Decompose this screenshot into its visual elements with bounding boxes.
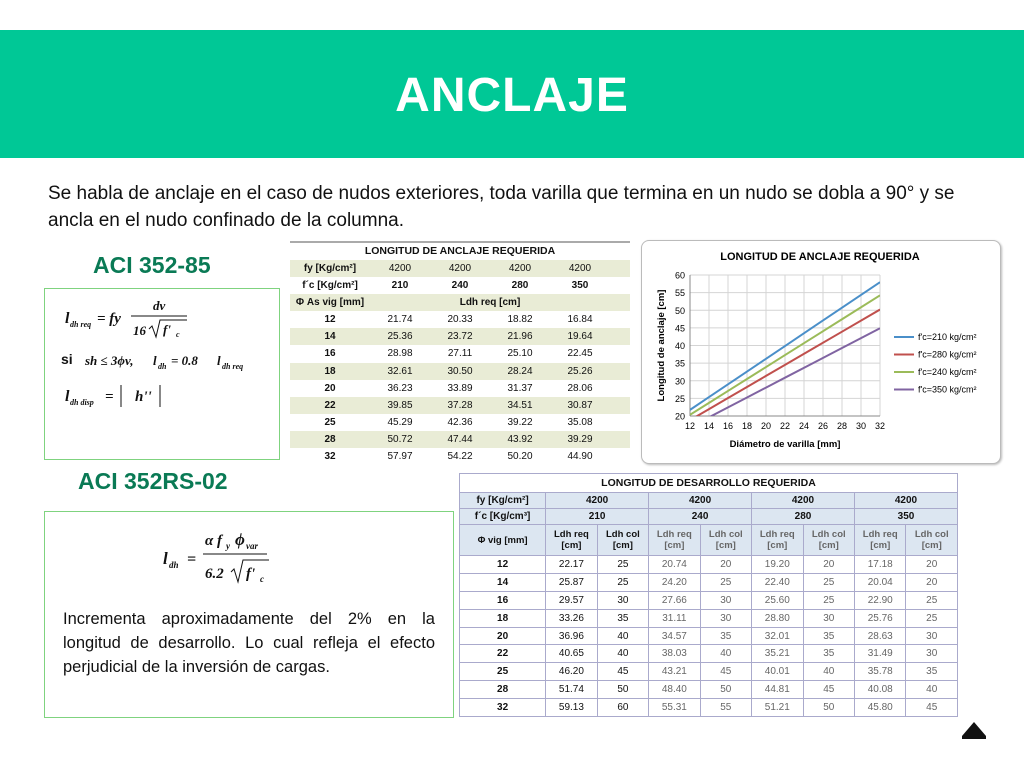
y-tick-label: 20 [674, 411, 685, 422]
fy-label: fy [Kg/cm²] [460, 493, 546, 509]
table-cell: 40 [906, 681, 958, 699]
table-cell: 35 [906, 663, 958, 681]
x-tick-label: 18 [741, 421, 753, 431]
table2-row [460, 681, 958, 699]
svg-text:dh req: dh req [70, 320, 92, 329]
table-cell: 350 [571, 280, 589, 292]
table-cell: 4200 [388, 263, 412, 274]
table-cell: 25.10 [507, 348, 533, 360]
svg-text:= fy: = fy [97, 311, 121, 327]
legend-label: f'c=350 kg/cm² [918, 384, 977, 395]
table-cell: 46.20 [546, 663, 598, 681]
table-cell: 39.85 [387, 399, 413, 411]
table-cell: 20 [803, 556, 854, 574]
table-cell: 21.74 [387, 314, 413, 326]
table-cell: 27.66 [649, 591, 701, 609]
x-tick-label: 12 [684, 421, 696, 431]
y-tick-label: 40 [674, 341, 685, 351]
table-cell: 42.36 [447, 416, 473, 428]
row-label: 22 [324, 399, 336, 411]
table-cell: 43.21 [649, 663, 701, 681]
table-cell: 30 [700, 609, 751, 627]
table-cell: 35 [597, 609, 648, 627]
table-cell: 22.45 [567, 348, 593, 360]
table1-row [290, 328, 630, 345]
fy-value: 4200 [649, 493, 752, 509]
table-cell: Ldh req [cm] [459, 297, 521, 309]
table-cell: 25.60 [752, 591, 804, 609]
svg-text:l: l [217, 353, 221, 368]
row-label: 28 [460, 681, 546, 699]
table-cell: 38.03 [649, 645, 701, 663]
table-cell: 31.37 [507, 382, 533, 394]
table-cell: 20 [906, 556, 958, 574]
table-cell: 22.40 [752, 573, 804, 591]
table-cell: 35.08 [567, 416, 593, 428]
table-cell: 28.80 [752, 609, 804, 627]
table-cell: 28.98 [387, 348, 413, 360]
x-tick-label: 32 [874, 421, 886, 431]
scroll-top-bar-icon[interactable] [962, 736, 986, 739]
x-tick-label: 20 [760, 421, 772, 431]
row-label: f´c [Kg/cm²] [302, 280, 358, 292]
svg-text:6.2: 6.2 [205, 566, 224, 582]
table-cell: 25 [803, 573, 854, 591]
table2-row [460, 627, 958, 645]
svg-text:l: l [153, 353, 157, 368]
svg-text:l: l [65, 388, 70, 405]
table-cell: 40 [597, 645, 648, 663]
x-tick-label: 16 [722, 421, 734, 431]
svg-text:l: l [65, 310, 70, 327]
table-cell: 21.96 [507, 331, 533, 343]
table-cell: 40 [700, 645, 751, 663]
table-cell: 33.89 [447, 382, 473, 394]
table2-row [460, 663, 958, 681]
table-cell: 35.21 [752, 645, 804, 663]
table1-row [290, 448, 630, 465]
chart-svg [642, 241, 1000, 463]
x-axis-label: Diámetro de varilla [mm] [729, 439, 841, 450]
legend-label: f'c=280 kg/cm² [918, 349, 977, 360]
table1-row [290, 345, 630, 362]
table-cell: 30 [906, 627, 958, 645]
aci-352-85-heading: ACI 352-85 [93, 252, 211, 278]
table2-row [460, 573, 958, 591]
ldh-formula [45, 512, 453, 602]
row-label: 20 [324, 382, 336, 394]
table-cell: 51.21 [752, 699, 804, 717]
table-cell: 36.96 [546, 627, 598, 645]
table-cell: 51.74 [546, 681, 598, 699]
table-cell: 27.11 [447, 348, 473, 360]
x-tick-label: 26 [817, 421, 829, 431]
table-cell: 35 [803, 627, 854, 645]
sub-header: Ldh req [cm] [649, 525, 701, 556]
table1-row [290, 294, 630, 311]
svg-text:y: y [226, 541, 230, 551]
table-cell: 20.04 [854, 573, 906, 591]
table-cell: 280 [511, 280, 529, 292]
x-tick-label: 14 [703, 421, 715, 431]
table-cell: 45 [906, 699, 958, 717]
table-cell: 35 [803, 645, 854, 663]
fc-value: 240 [649, 509, 752, 525]
table-cell: 30 [906, 645, 958, 663]
table-cell: 35 [700, 627, 751, 645]
table-cell: 50 [803, 699, 854, 717]
table-cell: 39.22 [507, 416, 533, 428]
sub-header: Ldh req [cm] [854, 525, 906, 556]
x-tick-label: 30 [855, 421, 867, 431]
row-label: 25 [460, 663, 546, 681]
svg-text:h'': h'' [135, 389, 152, 405]
table1-row [290, 414, 630, 431]
svg-text:=: = [105, 389, 114, 405]
table1-row [290, 397, 630, 414]
row-label: 14 [324, 331, 336, 343]
fc-value: 210 [546, 509, 649, 525]
table-cell: 55.31 [649, 699, 701, 717]
fy-value: 4200 [854, 493, 957, 509]
table-cell: 20.74 [649, 556, 701, 574]
scroll-top-arrow-icon[interactable] [962, 722, 986, 736]
table-cell: 24.20 [649, 573, 701, 591]
table-cell: 33.26 [546, 609, 598, 627]
y-tick-label: 25 [674, 393, 685, 404]
table-cell: 40 [597, 627, 648, 645]
table-cell: 37.28 [447, 399, 473, 411]
sub-header: Ldh col [cm] [906, 525, 958, 556]
table-cell: 40.65 [546, 645, 598, 663]
table1-row [290, 260, 630, 277]
table1-caption: LONGITUD DE ANCLAJE REQUERIDA [290, 241, 630, 260]
table-cell: 30.87 [567, 399, 593, 411]
anchorage-length-table [290, 241, 630, 465]
table-cell: 40.08 [854, 681, 906, 699]
legend-label: f'c=210 kg/cm² [918, 332, 977, 342]
svg-text:dh: dh [169, 560, 179, 570]
table1-row [290, 380, 630, 397]
row-label: 20 [460, 627, 546, 645]
table2-row [460, 591, 958, 609]
table-cell: 25 [906, 609, 958, 627]
y-tick-label: 35 [674, 358, 685, 369]
table1-row [290, 311, 630, 328]
svg-text:var: var [246, 541, 258, 551]
sub-header: Ldh col [cm] [597, 525, 648, 556]
intro-text: Se habla de anclaje en el caso de nudos exteriores, toda varilla que termina en un nudo se dobla a 90° y se ancla en el nudo confinado de la columna. [48, 183, 955, 231]
table-cell: 25.36 [387, 331, 413, 343]
table-cell: 45 [803, 681, 854, 699]
formula-box-aci-352rs-02 [44, 511, 454, 718]
table-cell: 50.72 [387, 433, 413, 445]
row-label: 14 [460, 573, 546, 591]
table-cell: 22.90 [854, 591, 906, 609]
y-axis-label: Longitud de anclaje [cm] [656, 289, 667, 402]
row-label: 22 [460, 645, 546, 663]
table-cell: 57.97 [387, 451, 413, 463]
table-cell: 20.33 [447, 314, 473, 326]
table-cell: 32.01 [752, 627, 804, 645]
table1-row [290, 431, 630, 448]
table-cell: 32.61 [387, 365, 413, 377]
phi-label: Φ vig [mm] [460, 525, 546, 556]
table-cell: 29.57 [546, 591, 598, 609]
table-cell: 43.92 [507, 433, 533, 445]
table-cell: 59.13 [546, 699, 598, 717]
table-cell: 45.29 [387, 416, 413, 428]
table-cell: 44.90 [567, 451, 593, 463]
anchorage-length-chart [641, 240, 1001, 464]
row-label: 16 [324, 348, 336, 360]
svg-text:dh: dh [158, 362, 167, 371]
table-cell: 45.80 [854, 699, 906, 717]
table2-row [460, 699, 958, 717]
table-cell: 17.18 [854, 556, 906, 574]
table-cell: 25 [597, 573, 648, 591]
svg-text:dh disp: dh disp [70, 398, 94, 407]
table-cell: 39.29 [567, 433, 593, 445]
table-cell: 19.64 [567, 331, 593, 343]
x-tick-label: 24 [798, 421, 810, 431]
svg-text:sh ≤ 3ϕv,: sh ≤ 3ϕv, [85, 353, 134, 368]
table-cell: 25.76 [854, 609, 906, 627]
table-cell: 4200 [568, 263, 592, 274]
svg-text:c: c [176, 330, 180, 339]
table-cell: 25.87 [546, 573, 598, 591]
table-cell: 34.57 [649, 627, 701, 645]
table-cell: 30.50 [447, 365, 473, 377]
fc-value: 350 [854, 509, 957, 525]
table-cell: 28.63 [854, 627, 906, 645]
table-cell: 30 [597, 591, 648, 609]
table-cell: 48.40 [649, 681, 701, 699]
y-tick-label: 60 [674, 270, 685, 281]
table1-row [290, 277, 630, 294]
table-cell: 4200 [448, 263, 472, 274]
table-cell: 31.11 [649, 609, 701, 627]
table-cell: 40.01 [752, 663, 804, 681]
table2-caption: LONGITUD DE DESARROLLO REQUERIDA [460, 474, 958, 493]
fc-value: 280 [752, 509, 855, 525]
table-cell: 55 [700, 699, 751, 717]
legend-label: f'c=240 kg/cm² [918, 367, 977, 377]
table-cell: 40 [803, 663, 854, 681]
y-tick-label: 30 [674, 376, 685, 387]
table-cell: 20 [700, 556, 751, 574]
table2-row [460, 609, 958, 627]
svg-text:= 0.8: = 0.8 [171, 353, 198, 368]
svg-text:f': f' [246, 566, 256, 582]
row-label: fy [Kg/cm²] [303, 263, 357, 274]
table-cell: 25 [803, 591, 854, 609]
svg-text:f': f' [163, 322, 171, 337]
svg-text:dv: dv [153, 298, 166, 313]
table-cell: 60 [597, 699, 648, 717]
table-cell: 25.26 [567, 365, 593, 377]
table-cell: 16.84 [567, 314, 593, 326]
row-label: 32 [324, 451, 336, 463]
row-label: 18 [460, 609, 546, 627]
table-cell: 4200 [508, 263, 532, 274]
table-cell: 45 [597, 663, 648, 681]
row-label: 12 [324, 314, 336, 326]
table2-row [460, 645, 958, 663]
table1-row [290, 363, 630, 380]
table-cell: 50 [597, 681, 648, 699]
aci-352rs-02-heading: ACI 352RS-02 [78, 468, 228, 494]
aci-352rs-02-note: Incrementa aproximadamente del 2% en la longitud de desarrollo. Lo cual refleja el efecto perjudicial de la inversión de cargas. [63, 610, 435, 676]
row-label: 18 [324, 365, 336, 377]
table-cell: 45 [700, 663, 751, 681]
si-label: si [61, 351, 73, 367]
table-cell: 210 [391, 280, 409, 292]
svg-text:16: 16 [133, 323, 146, 338]
sub-header: Ldh req [cm] [546, 525, 598, 556]
table-cell: 19.20 [752, 556, 804, 574]
table-cell: 30 [700, 591, 751, 609]
table-cell: 35.78 [854, 663, 906, 681]
sub-header: Ldh req [cm] [752, 525, 804, 556]
y-tick-label: 45 [674, 323, 685, 334]
row-label: 28 [324, 433, 336, 445]
table-cell: 18.82 [507, 314, 533, 326]
table-cell: 25 [597, 556, 648, 574]
svg-text:dh req: dh req [222, 362, 244, 371]
formula-box-aci-352-85 [44, 288, 280, 460]
ldh-req-formula [45, 289, 279, 459]
table-cell: 240 [451, 280, 469, 292]
table-cell: 31.49 [854, 645, 906, 663]
fy-value: 4200 [546, 493, 649, 509]
row-label: 25 [324, 416, 336, 428]
table-cell: 23.72 [447, 331, 473, 343]
svg-text:α f: α f [205, 533, 223, 549]
sub-header: Ldh col [cm] [803, 525, 854, 556]
row-label: Φ As vig [mm] [295, 297, 365, 309]
table2-row [460, 556, 958, 574]
table-cell: 28.06 [567, 382, 593, 394]
table-cell: 34.51 [507, 399, 533, 411]
page-title: ANCLAJE [395, 69, 629, 122]
chart-title: LONGITUD DE ANCLAJE REQUERIDA [720, 251, 920, 263]
row-label: 32 [460, 699, 546, 717]
x-tick-label: 22 [779, 421, 791, 431]
x-tick-label: 28 [836, 421, 848, 431]
table-cell: 54.22 [447, 451, 473, 463]
table-cell: 30 [803, 609, 854, 627]
sub-header: Ldh col [cm] [700, 525, 751, 556]
fy-value: 4200 [752, 493, 855, 509]
table-cell: 22.17 [546, 556, 598, 574]
table-cell: 28.24 [507, 365, 533, 377]
y-tick-label: 55 [674, 288, 685, 299]
table-cell: 20 [906, 573, 958, 591]
svg-text:ϕ: ϕ [235, 530, 245, 549]
table-cell: 50.20 [507, 451, 533, 463]
svg-text:l: l [163, 549, 168, 568]
y-tick-label: 50 [674, 305, 685, 316]
row-label: 12 [460, 556, 546, 574]
svg-text:=: = [187, 551, 197, 568]
table-cell: 36.23 [387, 382, 413, 394]
table-cell: 44.81 [752, 681, 804, 699]
table-cell: 47.44 [447, 433, 473, 445]
table-cell: 25 [700, 573, 751, 591]
fc-label: f´c [Kg/cm³] [460, 509, 546, 525]
svg-text:c: c [260, 574, 264, 584]
row-label: 16 [460, 591, 546, 609]
development-length-table [459, 473, 958, 717]
table-cell: 25 [906, 591, 958, 609]
table-cell: 50 [700, 681, 751, 699]
